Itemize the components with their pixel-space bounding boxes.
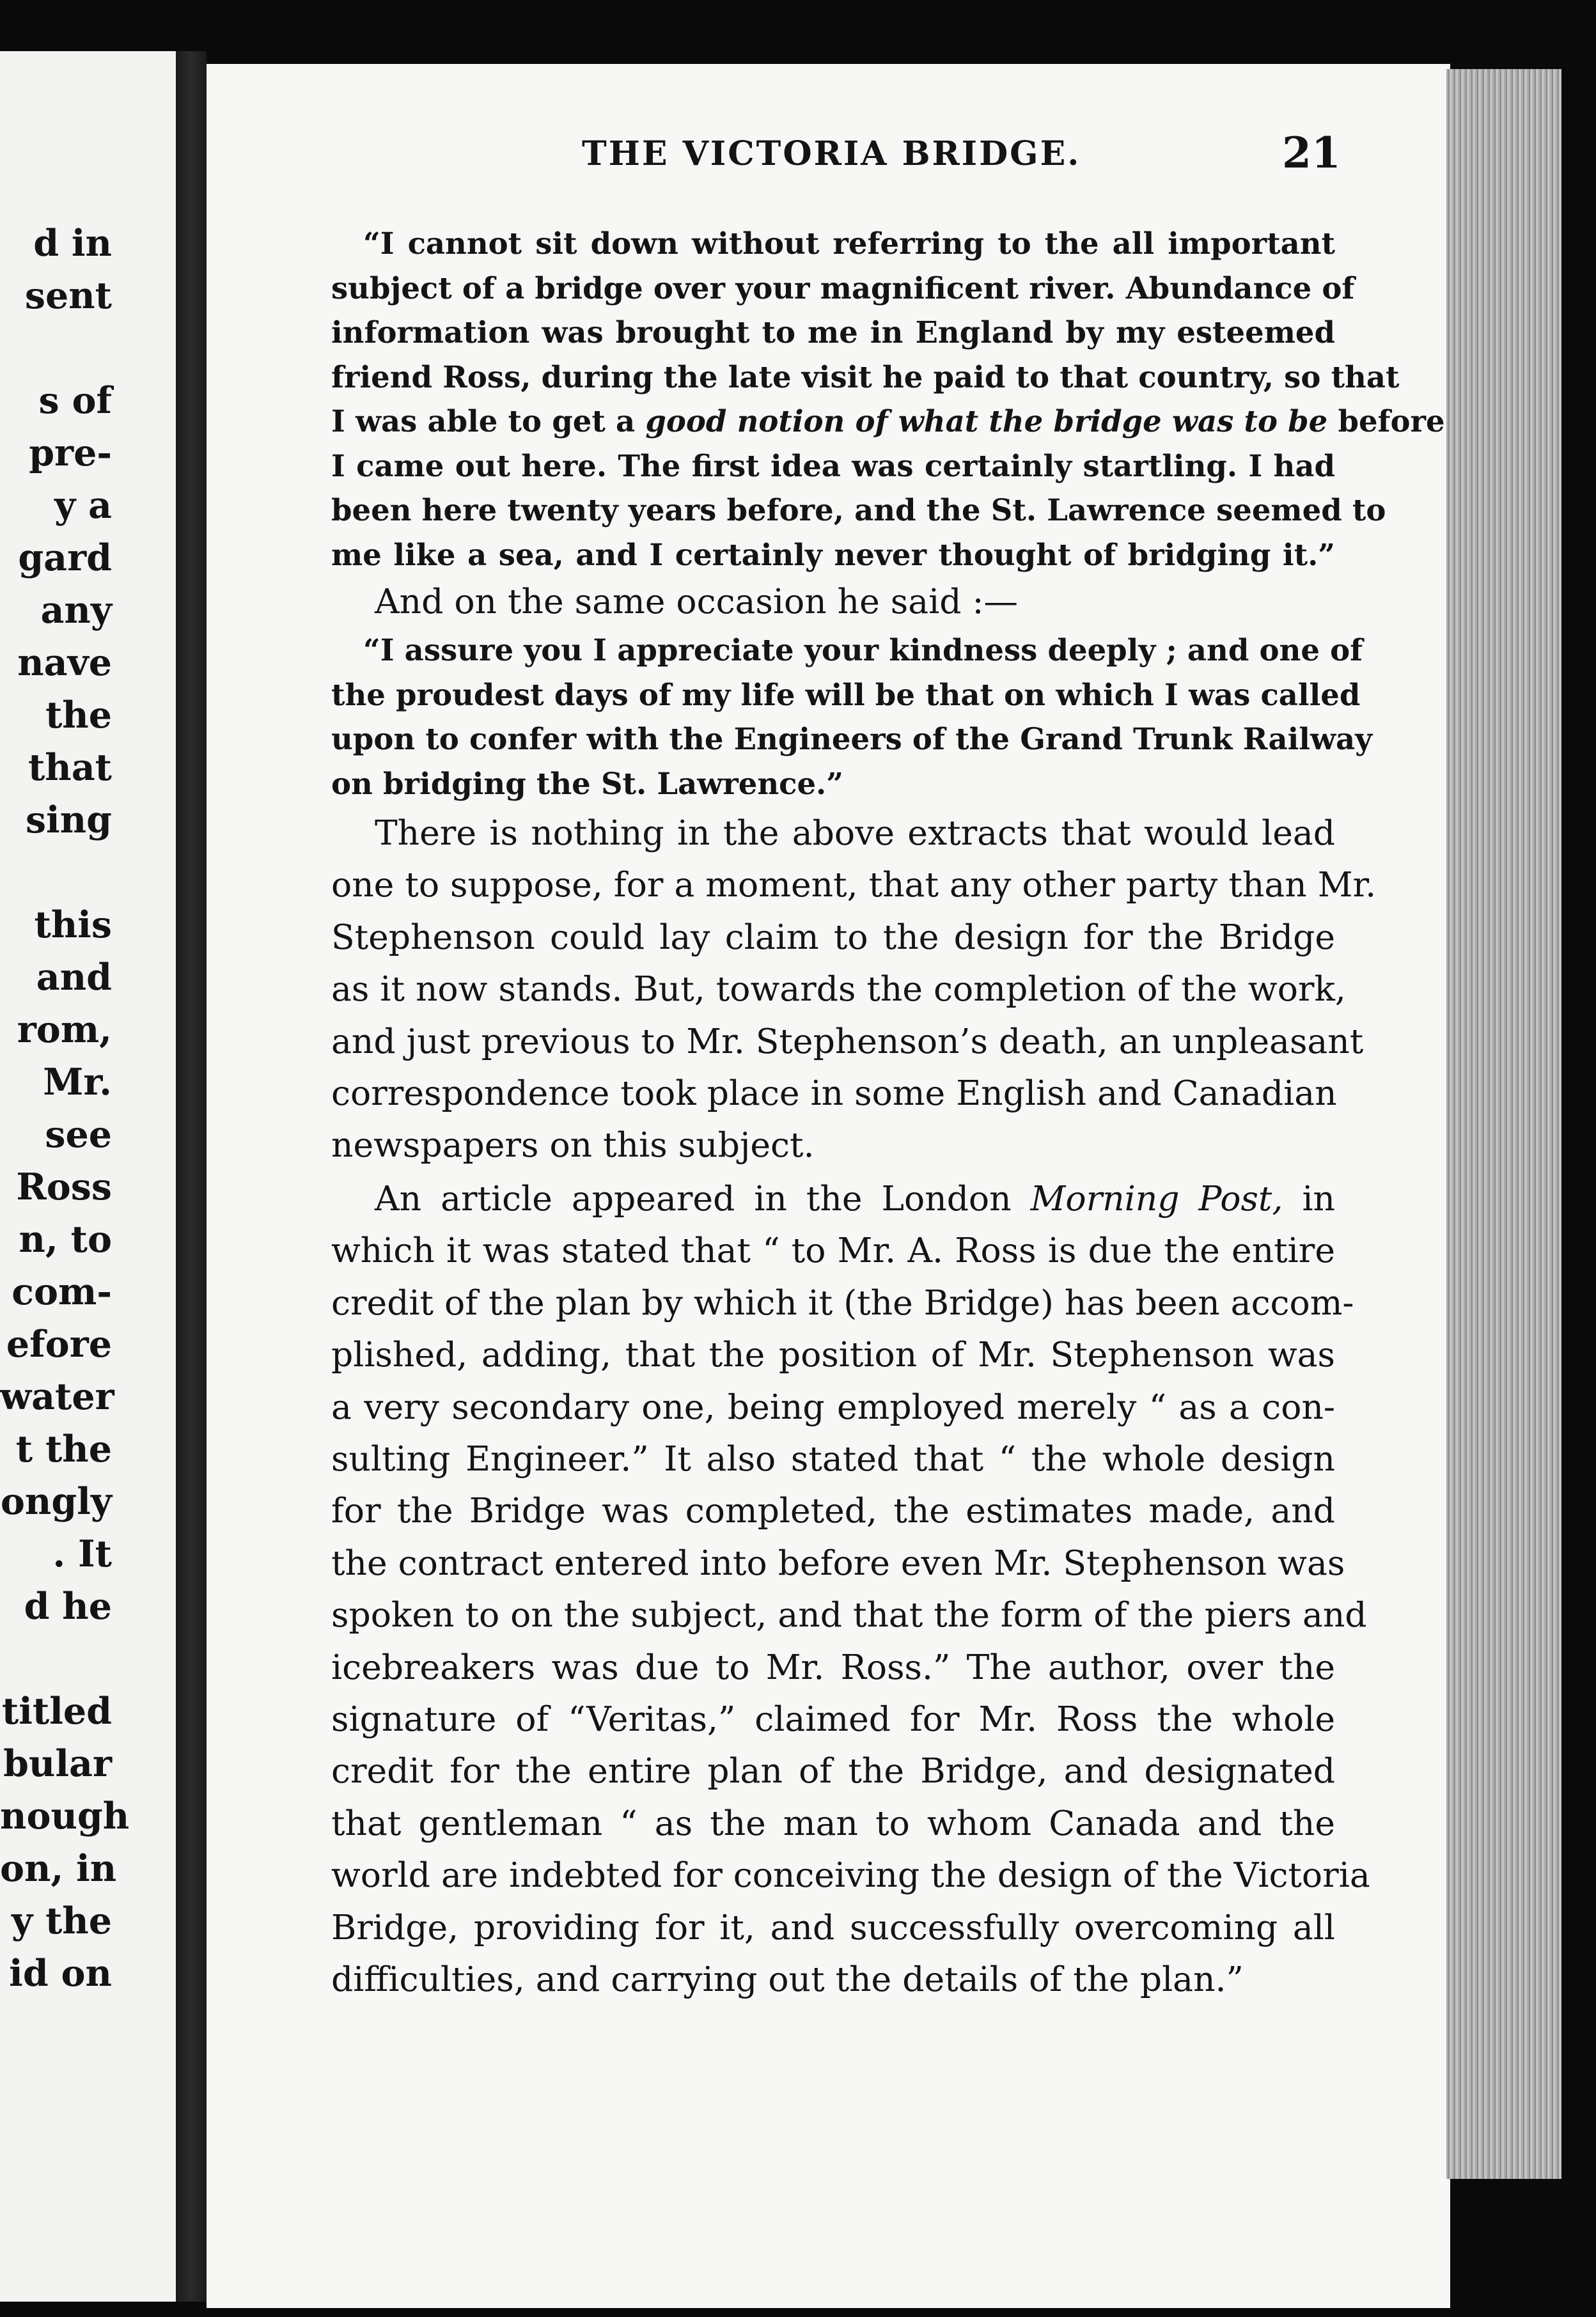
- paragraph-line: spoken to on the subject, and that the form of the piers and: [331, 1595, 1367, 1635]
- paragraph-line: as it now stands. But, towards the completion of the work,: [331, 969, 1346, 1010]
- paragraph-line: credit for the entire plan of the Bridge, and designated: [331, 1751, 1335, 1791]
- book-gutter: [176, 51, 207, 2302]
- quote-line: been here twenty years before, and the St. Lawrence seemed to: [331, 492, 1386, 527]
- left-fragment: that: [27, 746, 112, 789]
- left-fragment: ongly: [0, 1480, 112, 1523]
- quote-block-2: [331, 628, 1373, 806]
- intro-text: And on the same occasion he said :—: [375, 581, 1019, 621]
- quote-line: I came out here. The first idea was certainly startling. I had: [331, 448, 1335, 483]
- left-fragment: this: [34, 903, 112, 946]
- left-fragment: d in: [33, 222, 112, 265]
- paragraph-1: [331, 807, 1377, 1171]
- quote-line: friend Ross, during the late visit he paid to that country, so that: [331, 359, 1400, 394]
- paragraph-line: Stephenson could lay claim to the design for the Bridge: [331, 916, 1335, 957]
- left-fragment: com-: [12, 1270, 112, 1313]
- quote-block-1: [331, 221, 1445, 577]
- paragraph-line: that gentleman “ as the man to whom Canada and the: [331, 1802, 1335, 1843]
- paragraph-line: world are indebted for conceiving the design of the Victoria: [331, 1855, 1370, 1896]
- left-fragment: and: [36, 956, 112, 999]
- page-edges: [1446, 69, 1561, 2179]
- paragraph-line: and just previous to Mr. Stephenson’s death, an unpleasant: [331, 1020, 1364, 1061]
- left-fragment: t the: [15, 1428, 112, 1471]
- paragraph-line: There is nothing in the above extracts that would lead: [375, 813, 1335, 853]
- paragraph-line: one to suppose, for a moment, that any other party than Mr.: [331, 864, 1377, 905]
- paragraph-line: for the Bridge was completed, the estimates made, and: [331, 1490, 1335, 1531]
- left-fragment: . It: [52, 1533, 112, 1575]
- left-fragment: n, to: [19, 1218, 112, 1261]
- left-fragment: d he: [24, 1585, 112, 1628]
- running-head: THE VICTORIA BRIDGE.: [582, 134, 1081, 173]
- paragraph-line: difficulties, and carrying out the details of the plan.”: [331, 1959, 1244, 2000]
- paragraph-line: sulting Engineer.” It also stated that “ the whole design: [331, 1439, 1335, 1479]
- left-fragment: sing: [25, 799, 112, 841]
- left-fragment: rom,: [17, 1008, 112, 1051]
- paragraph-line: newspapers on this subject.: [331, 1125, 815, 1166]
- paragraph-2: [331, 1173, 1370, 2006]
- quote-text: before: [1327, 403, 1445, 439]
- left-fragment: the: [45, 694, 112, 737]
- paragraph-line: credit of the plan by which it (the Bridge) has been accom-: [331, 1282, 1354, 1323]
- quote-line: upon to confer with the Engineers of the Grand Trunk Railway: [331, 721, 1373, 756]
- paragraph-line: a very secondary one, being employed merely “ as a con-: [331, 1386, 1335, 1427]
- left-fragment: see: [45, 1113, 112, 1156]
- left-fragment: id on: [9, 1952, 112, 1995]
- left-fragment: efore: [6, 1323, 112, 1366]
- paragraph-line: Bridge, providing for it, and successfully overcoming all: [331, 1907, 1335, 1947]
- left-fragment: gard: [18, 536, 112, 579]
- left-fragment: nough: [0, 1795, 130, 1837]
- paragraph-line: the contract entered into before even Mr. Stephenson was: [331, 1542, 1345, 1583]
- paragraph-text: in: [1283, 1178, 1336, 1219]
- left-fragment: any: [40, 589, 112, 632]
- left-fragment: y the: [11, 1900, 112, 1942]
- left-fragment: sent: [24, 274, 112, 317]
- left-fragment: Mr.: [43, 1061, 112, 1104]
- paragraph-text: An article appeared in the London: [375, 1178, 1031, 1219]
- paragraph-line: icebreakers was due to Mr. Ross.” The author, over the: [331, 1646, 1335, 1687]
- paragraph-line: [331, 1173, 1335, 1224]
- italic-phrase: good notion of what the bridge was to be: [645, 403, 1328, 439]
- newspaper-title: Morning Post,: [1030, 1178, 1283, 1219]
- intro-line: [331, 575, 1335, 627]
- left-fragment: nave: [17, 641, 112, 684]
- left-fragment: y a: [54, 484, 112, 527]
- quote-line: information was brought to me in England by my esteemed: [331, 315, 1335, 350]
- facing-page-fragment: [0, 51, 176, 2302]
- left-fragment: bular: [3, 1742, 112, 1785]
- quote-text: I was able to get a: [331, 403, 646, 439]
- quote-line: the proudest days of my life will be that on which I was called: [331, 676, 1361, 712]
- quote-line: on bridging the St. Lawrence.”: [331, 765, 843, 801]
- paragraph-line: which it was stated that “ to Mr. A. Ross is due the entire: [331, 1230, 1335, 1271]
- quote-line: me like a sea, and I certainly never thought of bridging it.”: [331, 536, 1335, 572]
- left-fragment: Ross: [16, 1166, 112, 1208]
- quote-line: “I assure you I appreciate your kindness deeply ; and one of: [363, 632, 1363, 667]
- left-fragment: pre-: [29, 432, 112, 474]
- left-fragment: water: [0, 1375, 114, 1418]
- left-fragment: titled: [1, 1690, 112, 1733]
- left-fragment: on, in: [0, 1847, 117, 1890]
- quote-line: “I cannot sit down without referring to the all important: [363, 226, 1335, 261]
- left-fragment: s of: [38, 379, 112, 422]
- paragraph-line: plished, adding, that the position of Mr. Stephenson was: [331, 1334, 1335, 1375]
- page-number: 21: [1282, 128, 1341, 178]
- paragraph-line: signature of “Veritas,” claimed for Mr. Ross the whole: [331, 1699, 1335, 1740]
- paragraph-line: correspondence took place in some English and Canadian: [331, 1073, 1337, 1114]
- quote-line: [331, 399, 1445, 444]
- quote-line: subject of a bridge over your magnificent river. Abundance of: [331, 270, 1355, 306]
